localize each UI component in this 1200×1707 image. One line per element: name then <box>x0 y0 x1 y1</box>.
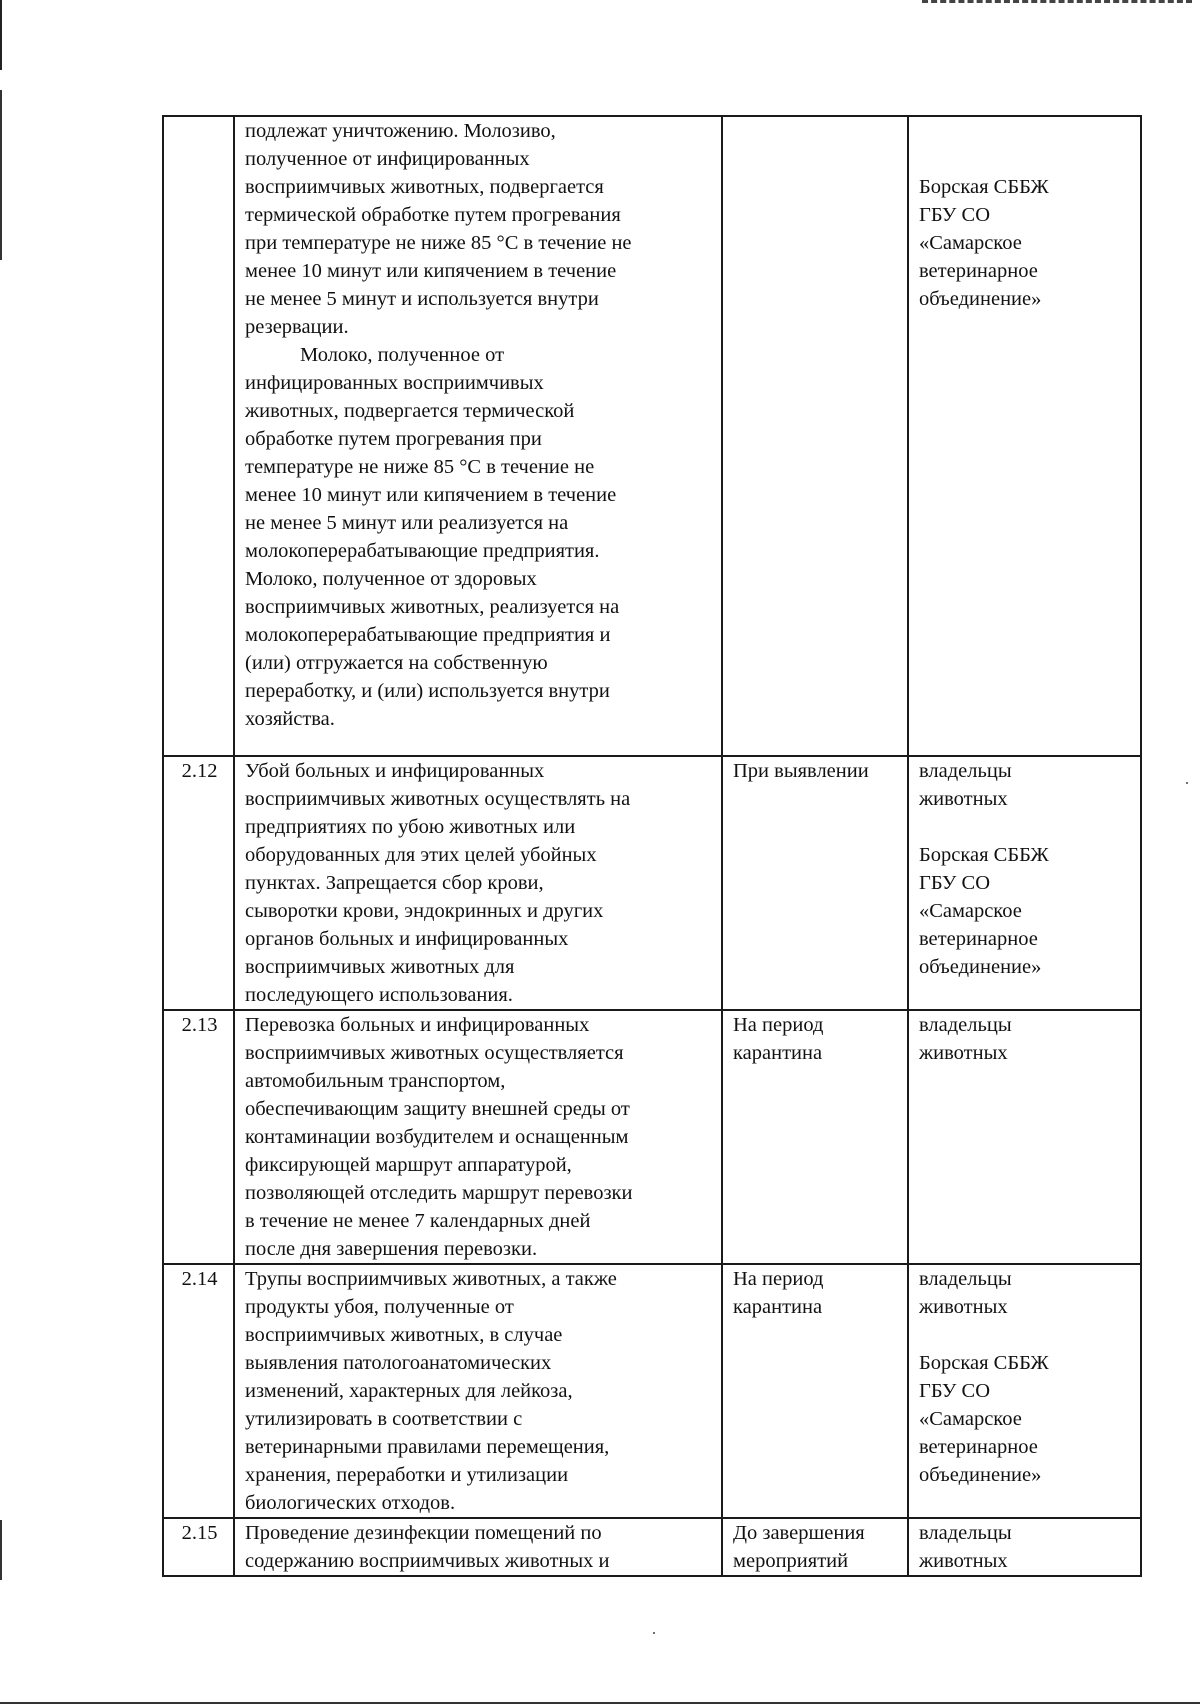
stray-dot <box>1186 782 1188 784</box>
row-number: 2.14 <box>163 1264 234 1518</box>
responsible-text: владельцы животных <box>919 1014 1012 1064</box>
responsible-text: Борская СББЖ ГБУ СО «Самарское ветеринарное объединение» <box>919 844 1049 978</box>
table-row <box>163 756 1141 1010</box>
responsible-text: владельцы животных <box>919 1522 1012 1572</box>
term-text: На период карантина <box>733 1014 824 1064</box>
action-text: Трупы восприимчивых животных, а также продукты убоя, полученные от восприимчивых животных, в случае выявления патологоанатомических изменений, характерных для лейкоза, утилизировать в соответствии с ветеринарными правилами перемещения, хранения, переработки и утилизации биологических отходов. <box>245 1268 617 1514</box>
term-cell <box>722 756 908 1010</box>
row-number: 2.12 <box>163 756 234 1010</box>
responsible-cell <box>908 756 1141 1010</box>
action-cell <box>234 1264 722 1518</box>
measures-table <box>162 115 1142 1577</box>
table-row <box>163 1264 1141 1518</box>
responsible-cell <box>908 1518 1141 1576</box>
responsible-text: Борская СББЖ ГБУ СО «Самарское ветеринарное объединение» <box>919 1352 1049 1486</box>
scan-edge-mark <box>0 0 2 70</box>
action-text: Проведение дезинфекции помещений по содержанию восприимчивых животных и <box>245 1522 610 1572</box>
responsible-text: Борская СББЖ ГБУ СО «Самарское ветеринарное объединение» <box>919 176 1049 310</box>
row-number <box>163 116 234 756</box>
action-text: Молоко, полученное от инфицированных восприимчивых животных, подвергается термической обработке путем прогревания при температуре не ниже 85 °С в течение не менее 10 минут или кипячением в течение не менее 5 минут или реализуется на молокоперерабатывающие предприятия. Молоко, полученное от здоровых восприимчивых животных, реализуется на молокоперерабатывающие предприятия и (или) отгружается на собственную переработку, и (или) используется внутри хозяйства. <box>245 344 620 730</box>
term-cell <box>722 1518 908 1576</box>
term-text: На период карантина <box>733 1268 824 1318</box>
row-number: 2.13 <box>163 1010 234 1264</box>
table-row <box>163 1518 1141 1576</box>
responsible-cell <box>908 116 1141 756</box>
table-row <box>163 1010 1141 1264</box>
action-text: подлежат уничтожению. Молозиво, полученное от инфицированных восприимчивых животных, подвергается термической обработке путем прогревания при температуре не ниже 85 °С в течение не менее 10 минут или кипячением в течение не менее 5 минут и используется внутри резервации. <box>245 120 632 338</box>
term-cell <box>722 1010 908 1264</box>
action-text: Перевозка больных и инфицированных восприимчивых животных осуществляется автомобильным транспортом, обеспечивающим защиту внешней среды от контаминации возбудителем и оснащенным фиксирующей маршрут аппаратурой, позволяющей отследить маршрут перевозки в течение не менее 7 календарных дней после дня завершения перевозки. <box>245 1014 633 1260</box>
term-cell <box>722 116 908 756</box>
table-row <box>163 116 1141 756</box>
responsible-cell <box>908 1264 1141 1518</box>
action-cell <box>234 756 722 1010</box>
scan-edge-mark <box>0 1520 2 1580</box>
scan-bottom-line <box>0 1702 1200 1704</box>
responsible-text: владельцы животных <box>919 760 1012 810</box>
term-text: При выявлении <box>733 760 869 782</box>
responsible-cell <box>908 1010 1141 1264</box>
term-text: До завершения мероприятий <box>733 1522 865 1572</box>
action-text: Убой больных и инфицированных восприимчивых животных осуществлять на предприятиях по убою животных или оборудованных для этих целей убойных пунктах. Запрещается сбор крови, сыворотки крови, эндокринных и других органов больных и инфицированных восприимчивых животных для последующего использования. <box>245 760 631 1006</box>
action-cell <box>234 1010 722 1264</box>
responsible-text: владельцы животных <box>919 1268 1012 1318</box>
scan-edge-mark <box>0 90 2 260</box>
stray-dot <box>653 1632 655 1634</box>
row-number: 2.15 <box>163 1518 234 1576</box>
scan-dots <box>922 0 1192 6</box>
action-cell <box>234 1518 722 1576</box>
term-cell <box>722 1264 908 1518</box>
action-cell <box>234 116 722 756</box>
